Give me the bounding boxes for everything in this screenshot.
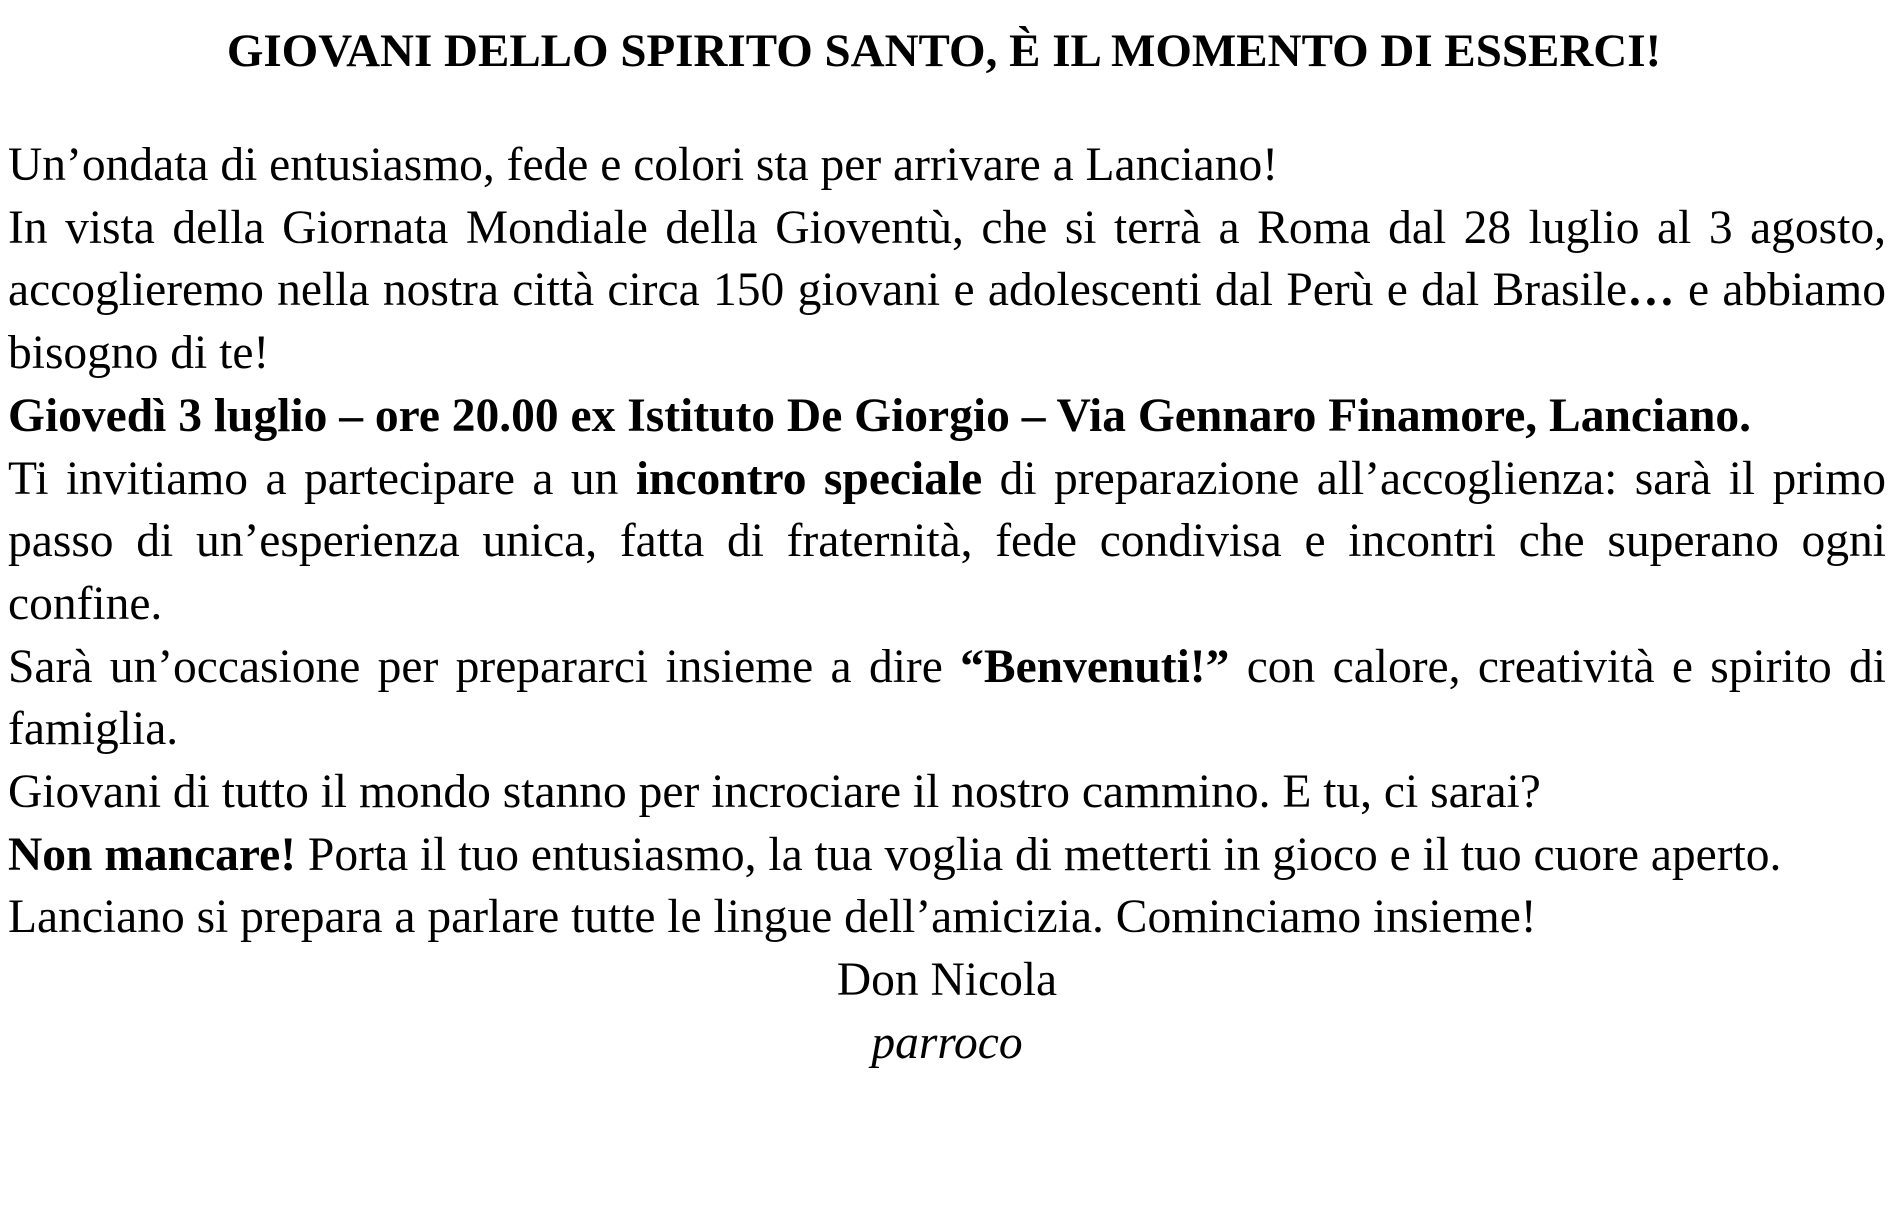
- paragraph-intro: Un’ondata di entusiasmo, fede e colori sta per arrivare a Lanciano!: [8, 139, 1279, 191]
- event-details-text: Giovedì 3 luglio – ore 20.00 ex Istituto De Giorgio – Via Gennaro Finamore, Lanciano.: [8, 389, 1751, 442]
- paragraph-wyd-ellipsis: …: [1627, 264, 1675, 317]
- paragraph-closing: Lanciano si prepara a parlare tutte le lingue dell’amicizia. Cominciamo insieme!: [8, 891, 1537, 944]
- invitation-bold: incontro speciale: [635, 452, 983, 505]
- document-title: GIOVANI DELLO SPIRITO SANTO, È IL MOMENTO DI ESSERCI!: [226, 25, 1662, 77]
- signature-name: Don Nicola: [836, 954, 1058, 1007]
- paragraph-question: Giovani di tutto il mondo stanno per incrociare il nostro cammino. E tu, ci sarai?: [8, 766, 1541, 819]
- call-to-action-bold: Non mancare!: [8, 828, 297, 881]
- paragraph-event-details: [8, 385, 1886, 448]
- welcome-before: Sarà un’occasione per prepararci insieme a dire: [8, 640, 961, 693]
- document-body: [8, 134, 1886, 949]
- paragraph-wyd-context: [8, 197, 1886, 385]
- paragraph-call-to-action: [8, 824, 1886, 887]
- invitation-before: Ti invitiamo a partecipare a un: [8, 452, 636, 505]
- call-to-action-after: Porta il tuo entusiasmo, la tua voglia di metterti in gioco e il tuo cuore aperto.: [296, 828, 1782, 881]
- paragraph-wyd-text: In vista della Giornata Mondiale della Gioventù, che si terrà a Roma dal 28 luglio al 3 agosto, accoglieremo nella nostra città circa 150 giovani e adolescenti dal Perù e dal Brasile: [8, 201, 1886, 317]
- signature-role: parroco: [871, 1016, 1023, 1069]
- paragraph-wyd-tail: e abbiamo bisogno di te!: [8, 264, 1886, 380]
- paragraph-welcome: [8, 636, 1886, 761]
- welcome-after: con calore, creatività e spirito di famiglia.: [8, 640, 1886, 756]
- welcome-bold: “Benvenuti!”: [960, 640, 1230, 693]
- paragraph-invitation: [8, 448, 1886, 636]
- invitation-after: di preparazione all’accoglienza: sarà il primo passo di un’esperienza unica, fatta di fraternità, fede condivisa e incontri che superano ogni confine.: [8, 452, 1886, 630]
